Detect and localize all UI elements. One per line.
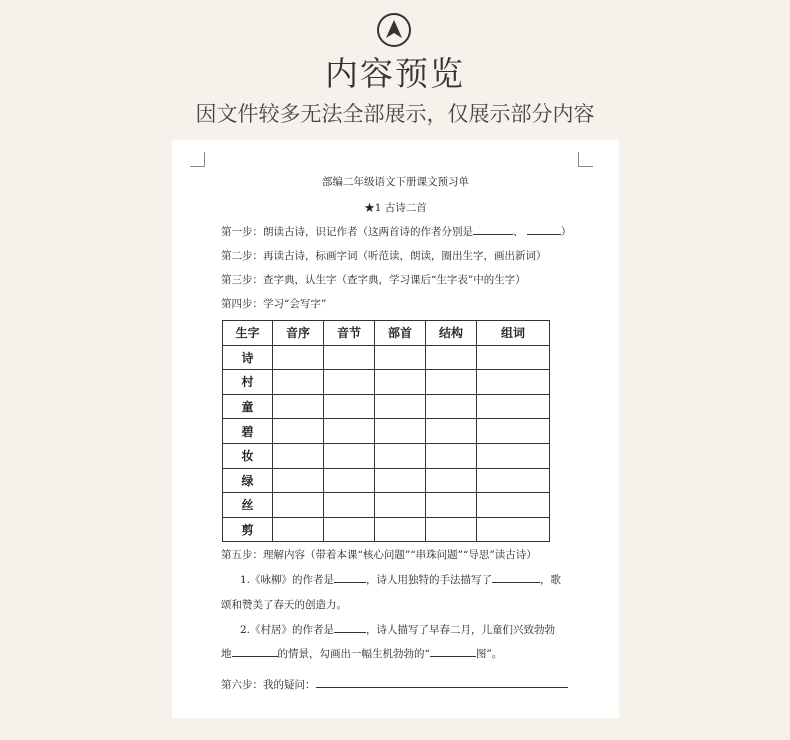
step-1-text: 第一步：朗读古诗，识记作者（这两首诗的作者分别是 [221,226,473,238]
document-preview [172,140,619,718]
q1-part-b: ，诗人用独特的手法描写了 [366,574,493,586]
question-1-line-1 [240,572,561,587]
page-title: 内容预览 [325,54,465,93]
blank-line [430,655,476,657]
table-header: 音序 [273,321,324,346]
table-cell-char: 丝 [223,493,273,518]
table-cell-char: 碧 [223,419,273,444]
crop-mark-top-right [578,152,593,167]
table-row [223,370,550,395]
blank-line [316,686,568,688]
table-row [223,394,550,419]
step-6-text: 第六步：我的疑问： [221,679,316,691]
crop-mark-top-left [190,152,205,167]
table-cell-char: 村 [223,370,273,395]
table-header-row [223,321,550,346]
blank-line [527,233,561,235]
step-2: 第二步：再读古诗，标画字词（听范读，朗读，圈出生字，画出新词） [221,250,547,262]
step-6 [221,677,568,692]
step-5: 第五步：理解内容（带着本课“核心问题”“串珠问题”“导思”读古诗） [221,549,537,561]
q2-line2-part-c: 图”。 [475,648,503,660]
lesson-title: ★1 古诗二首 [364,202,427,214]
blank-line [232,655,278,657]
table-row [223,345,550,370]
q2-line2-part-a: 地 [221,648,232,660]
table-cell-char: 妆 [223,443,273,468]
question-1-line-2: 颂和赞美了春天的创造力。 [221,599,347,611]
page-subtitle: 因文件较多无法全部展示，仅展示部分内容 [195,102,595,126]
characters-table [222,320,550,542]
q2-part-a: 2.《村居》的作者是 [240,624,335,636]
question-2-line-1 [240,622,555,637]
table-cell-char: 童 [223,394,273,419]
q2-line2-part-b: 的情景，勾画出一幅生机勃勃的“ [277,648,430,660]
table-header: 结构 [426,321,477,346]
table-row [223,419,550,444]
blank-line [473,233,513,235]
table-cell-char: 诗 [223,345,273,370]
document-title: 部编二年级语文下册课文预习单 [322,176,469,188]
blank-line [334,581,366,583]
table-row [223,493,550,518]
step-4: 第四步：学习“会写字” [221,298,327,310]
blank-line [334,631,366,633]
step-3: 第三步：查字典，认生字（查字典，学习课后“生字表”中的生字） [221,274,526,286]
step-1-end: ） [560,226,572,238]
table-row [223,443,550,468]
table-header: 音节 [324,321,375,346]
table-cell-char: 剪 [223,517,273,542]
step-1 [221,224,571,239]
table-header: 生字 [223,321,273,346]
q2-part-b: ，诗人描写了早春二月，儿童们兴致勃勃 [366,624,556,636]
table-cell-char: 绿 [223,468,273,493]
blank-line [492,581,540,583]
table-row [223,468,550,493]
table-row [223,517,550,542]
table-header: 部首 [375,321,426,346]
q1-part-c: ，歌 [540,574,562,586]
table-header: 组词 [477,321,550,346]
step-1-separator: 、 [513,226,524,238]
up-arrow-circle-icon [376,12,412,48]
question-2-line-2 [221,646,502,661]
q1-part-a: 1.《咏柳》的作者是 [240,574,335,586]
